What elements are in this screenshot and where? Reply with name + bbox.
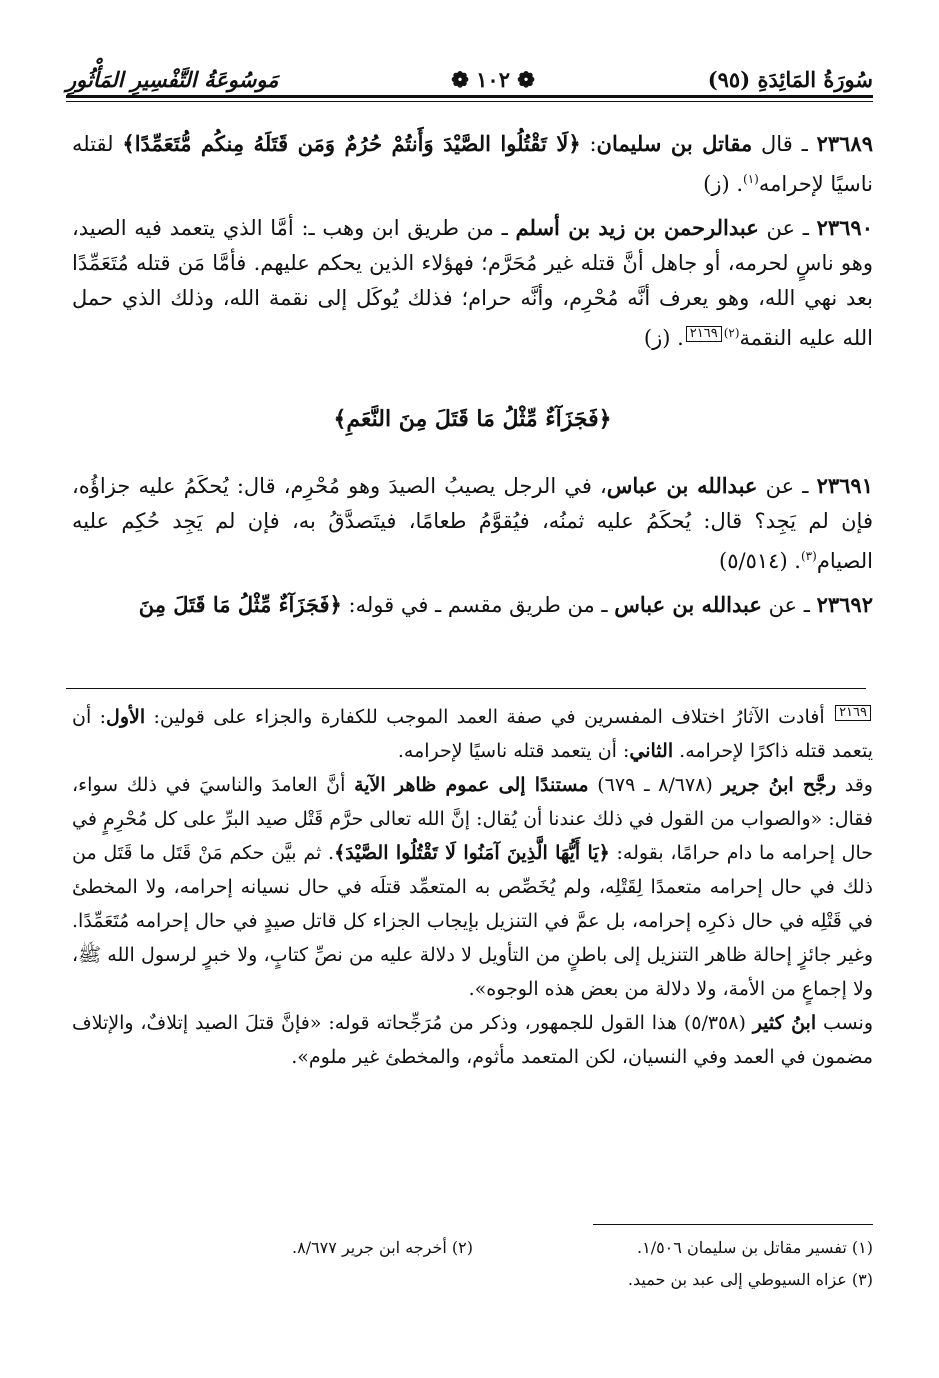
footnote-item: (١) تفسير مقاتل بن سليمان ١/٥٠٦. [637,1238,873,1257]
athar-entry [72,126,873,202]
header-rule-thin [66,101,873,102]
entry-text: ، في الرجل يصيبُ الصيدَ وهو مُحْرِم، قال: يُحكَمُ عليه جزاؤُه، فإن لم يَجِد؟ قال: يُحكَمُ عليه ثمنُه، فيُقوَّمُ طعامًا، فيتَصدَّقُ به، فإن لم يَجِد حُكِم عليه الصيام [72,474,873,573]
athar-entry [72,468,873,579]
entry-number: ٢٣٦٩٠ [816,215,873,240]
commentary-paragraph [72,700,873,768]
note-bold: الثاني [629,740,674,762]
note-text: أفادت الآثارُ اختلاف المفسرين في صفة العمد الموجب للكفارة والجزاء على قولين: [145,706,834,728]
narrator-name: عبدالله بن عباس [606,473,758,498]
entry-number: ٢٣٦٩٢ [816,592,873,617]
commentary-mark: ٢١٦٩ [835,705,871,721]
entry-number: ٢٣٦٨٩ [816,131,873,156]
entry-text: لقتله ناسيًا لإحرامه [72,132,873,196]
entry-source: . (٥/٥١٤) [719,549,801,573]
note-text: . ثم بيَّن حكم مَنْ قَتَل ما قَتَل من ذلك في حال إحرامه متعمدًا لِقَتْلِه، ولم يُخَصِّص به المتعمِّد قتلَه في حال نسيانه إحرامه، ولا المخطئ في قَتْلِه في حال ذكرِه إحرامه، بل عمَّ في التنزيل بإيجاب الجزاء كل قاتل صيدٍ في حال إحرامه مُتَعَمِّدًا. وغير جائزٍ إحالة ظاهر التنزيل إلى باطنٍ من التأويل لا دلالة عليه من نصِّ كتابٍ، ولا خبرٍ لرسول الله ﷺ، ولا إجماعٍ من الأمة، ولا دلالة من بعض هذه الوجوه». [72,842,873,1000]
footnote-separator [593,1224,873,1225]
note-text: : أن يتعمد قتله ذاكرًا لإحرامه. [72,706,873,762]
page-header [66,52,873,92]
entry-source: . (ز) [643,326,684,350]
footnote-ref[interactable]: (٣) [800,549,817,563]
commentary-mark[interactable]: ٢١٦٩ [686,326,722,342]
notes-separator [66,688,866,689]
page-number-value: ١٠٢ [476,67,510,92]
quran-verse: ﴿لَا تَقْتُلُوا الصَّيْدَ وَأَنتُمْ حُرُمٌ وَمَن قَتَلَهُ مِنكُم مُّتَعَمِّدًا﴾ [122,131,581,156]
book-title: مَوسُوعَةُ التَّفْسِيرِ المَأْثُورِ [66,67,279,92]
page-number: ❁ ١٠٢ ❁ [451,67,535,92]
entry-text: ـ من طريق مقسم ـ في قوله: [341,593,615,617]
note-text: : أن يتعمد قتله ناسيًا لإحرامه. [397,740,630,762]
note-bold: مستندًا إلى عموم ظاهر الآية [354,774,589,796]
note-bold: ابنُ كثير [752,1012,817,1034]
narrator-name: عبدالله بن عباس [614,592,762,617]
section-heading: ﴿فَجَزَآءٌ مِّثْلُ مَا قَتَلَ مِنَ النَّعَمِ﴾ [333,406,612,432]
entry-text: ـ من طريق ابن وهب ـ: أمَّا الذي يتعمد فيه الصيد، وهو ناسٍ لحرمه، أو جاهل أنَّ قتله غير مُحَرَّم؛ فهؤلاء الذين يحكم عليهم. فأمَّا مَن قتله مُتَعَمِّدًا بعد نهي الله، وهو يعرف أنَّه مُحْرِم، وأنَّه حرام؛ فذلك يُوكَل إلى نقمة الله، وذلك الذي حمل الله عليه النقمة [72,216,873,350]
footnote-item: (٢) أخرجه ابن جرير ٨/٦٧٧. [292,1238,473,1257]
note-bold: رجَّح ابنُ جرير [721,774,837,796]
footnotes [72,1232,873,1296]
entry-text: ـ عن [761,593,817,617]
footnote-row [72,1264,873,1296]
footnote-item: (٣) عزاه السيوطي إلى عبد بن حميد. [627,1270,873,1289]
commentary-paragraph [72,1006,873,1074]
main-text [72,126,873,631]
narrator-name: عبدالرحمن بن زيد بن أسلم [515,215,759,240]
quran-verse: ﴿يَا أَيُّهَا الَّذِينَ آمَنُوا لَا تَقْتُلُوا الصَّيْدَ﴾ [334,842,610,864]
entry-source: . (ز) [703,172,744,196]
footnote-ref[interactable]: (٢) [723,326,740,340]
note-text: وقد [836,774,873,796]
quran-verse: ﴿فَجَزَآءٌ مِّثْلُ مَا قَتَلَ مِنَ [138,592,342,617]
entry-number: ٢٣٦٩١ [816,473,873,498]
entry-text: ـ عن [758,216,817,240]
entry-text: : [580,132,597,156]
commentary-notes [72,700,873,1074]
entry-text: ـ عن [757,474,817,498]
note-text: ونسب [816,1012,874,1034]
note-bold: الأول [106,706,146,728]
note-text: أنَّ العامدَ والناسيَ في ذلك سواء، فقال: «والصواب من القول في ذلك عندنا أن يُقال: إنَّ الله تعالى حرَّم قَتْل صيد البرِّ على كل مُحْرِمٍ في حال إحرامه ما دام حرامًا، بقوله: [72,774,873,864]
athar-entry [72,210,873,356]
commentary-paragraph [72,768,873,1006]
note-text: (٨/٦٧٨ ـ ٦٧٩) [588,774,722,796]
footnote-row [72,1232,873,1264]
athar-entry [72,587,873,623]
header-rule [66,95,873,98]
surah-title: سُورَةُ المَائِدَةِ (٩٥) [707,67,873,92]
entry-text: ـ قال [752,132,817,156]
footnote-ref[interactable]: (١) [743,172,759,186]
note-text: (٥/٣٥٨) هذا القول للجمهور، وذكر من مُرَجِّحاته قوله: «فإنَّ قتلَ الصيد إتلافٌ، والإتلاف مضمون في العمد وفي النسيان، لكن المتعمد مأثوم، والمخطئ غير ملوم». [72,1012,873,1068]
narrator-name: مقاتل بن سليمان [596,131,753,156]
